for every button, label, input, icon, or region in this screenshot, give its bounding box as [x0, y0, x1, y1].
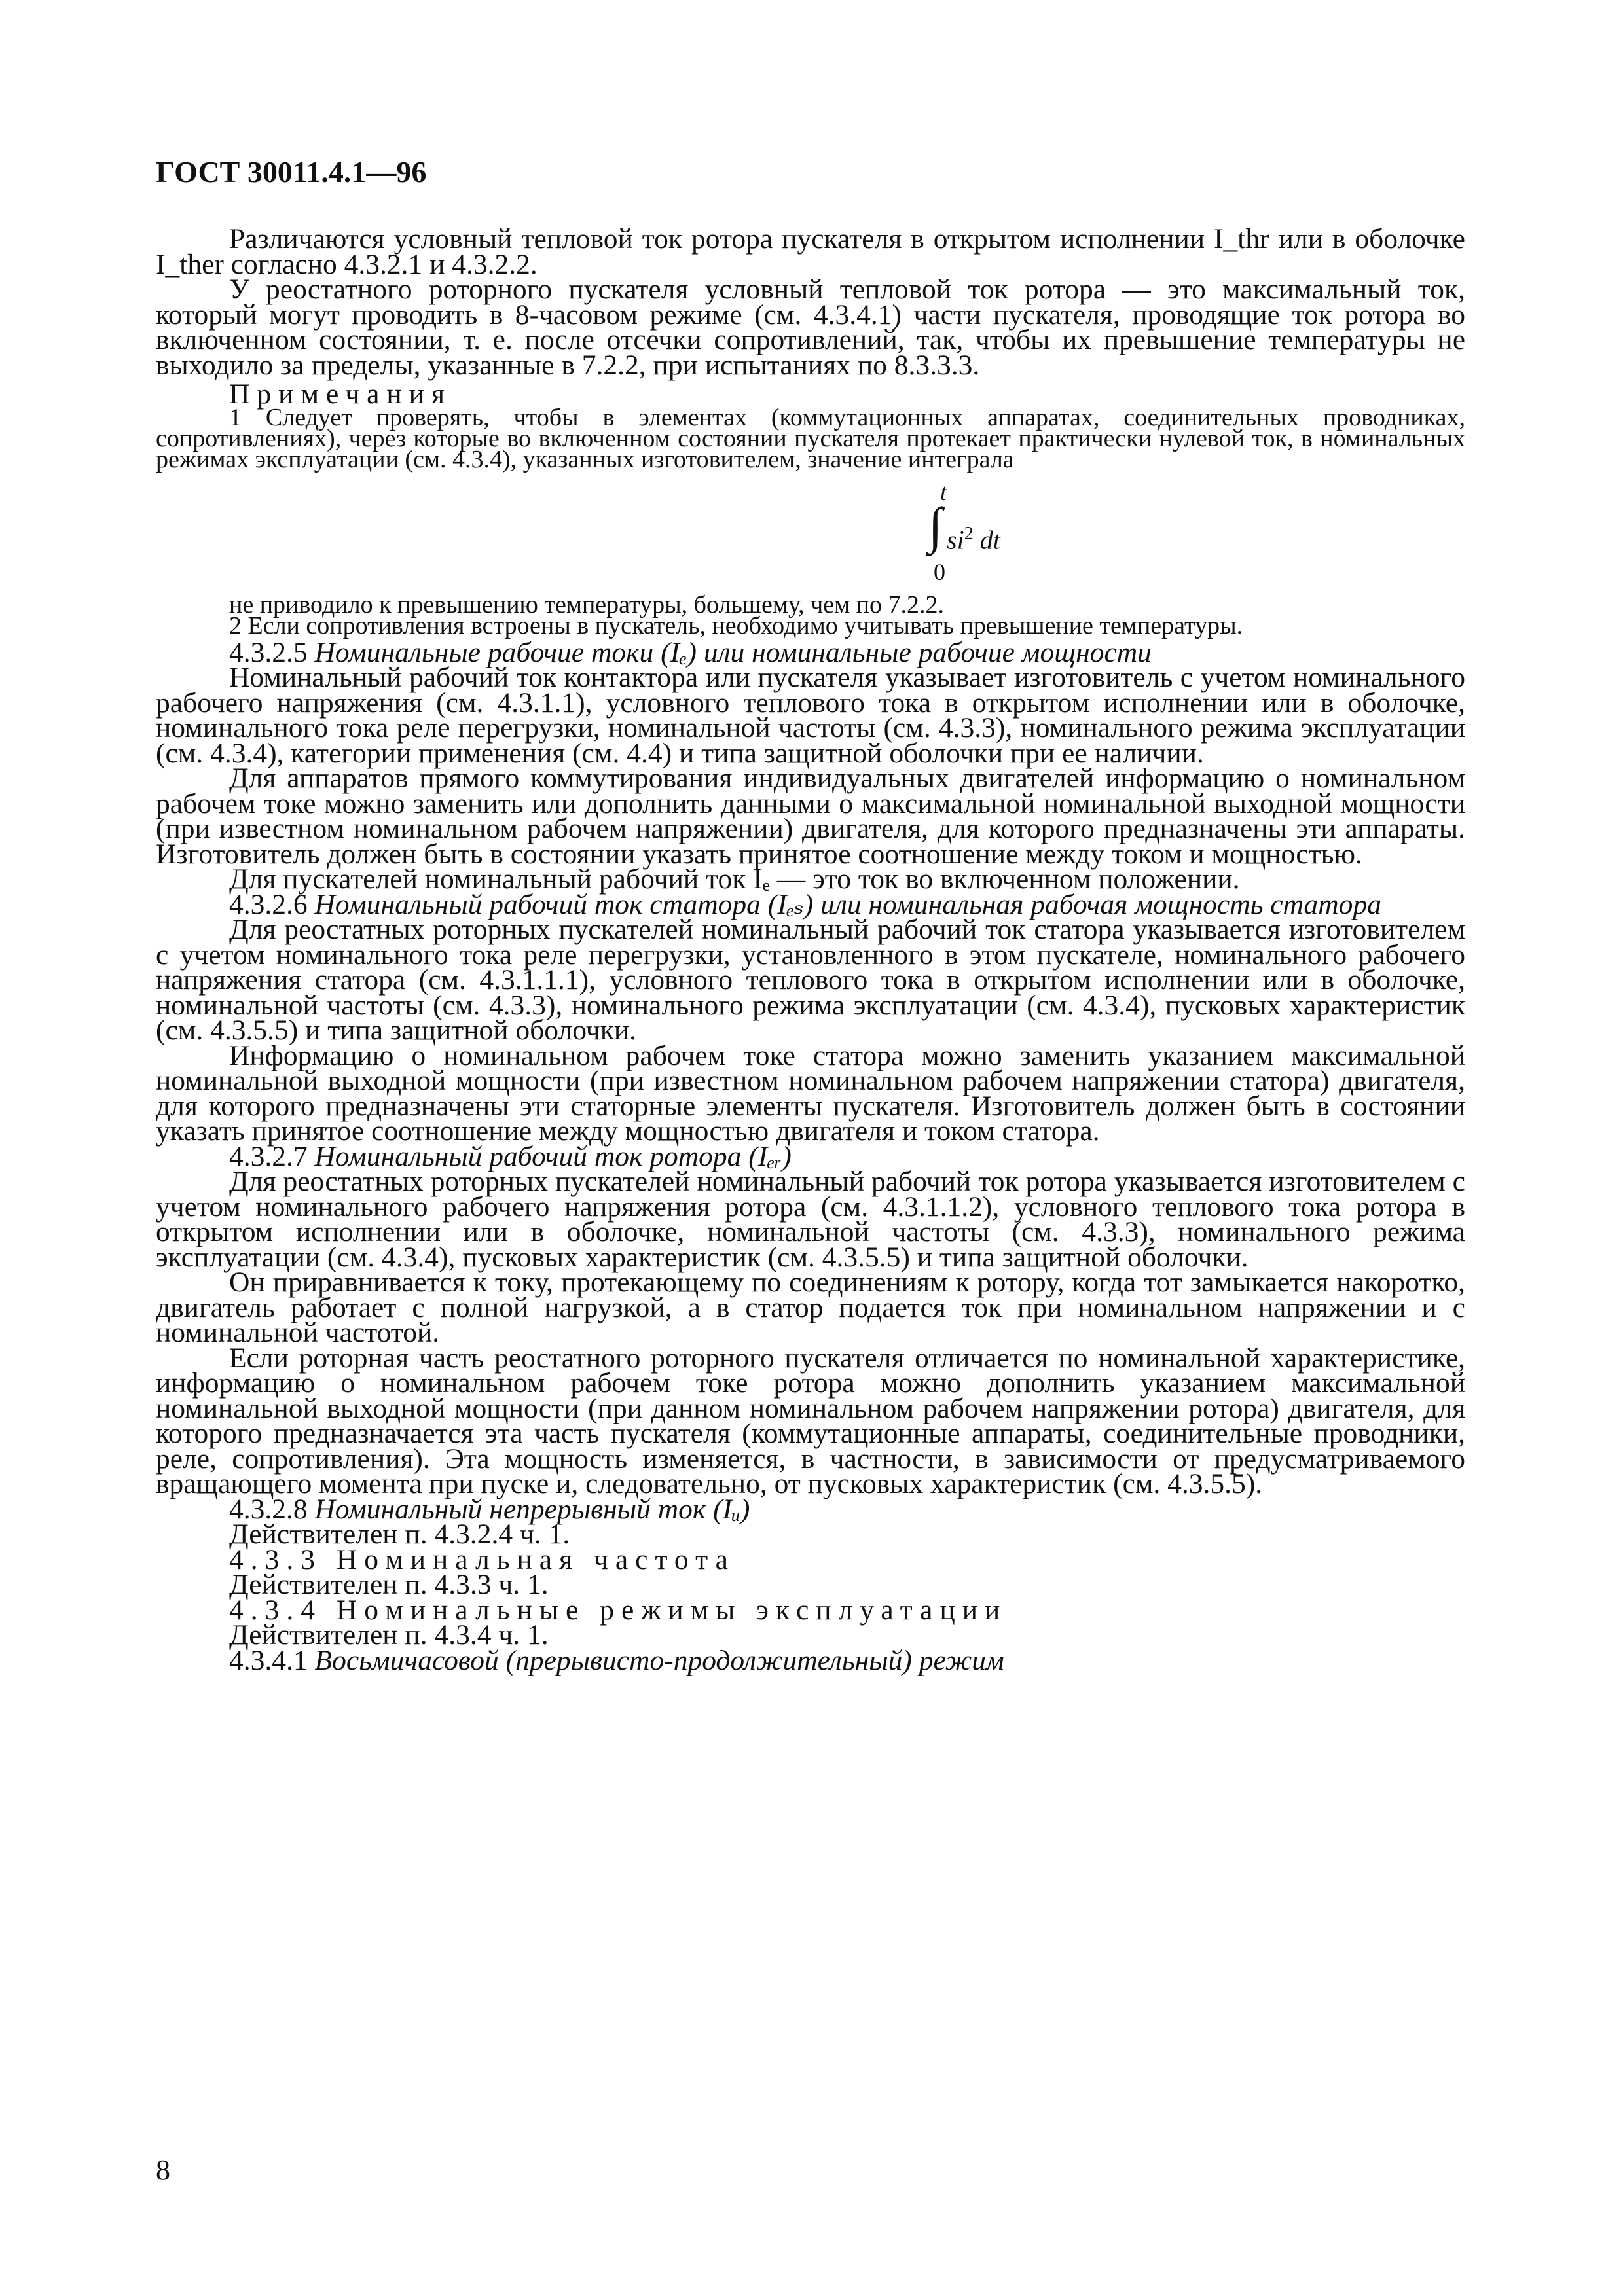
formula-expression: $si^2$ dt [947, 523, 1000, 554]
notes-block [156, 403, 1465, 639]
integral-sign: ∫ [928, 496, 943, 554]
paragraph: Действителен п. 4.3.3 ч. 1. [229, 1569, 549, 1600]
note-2: 2 Если сопротивления встроены в пускатель, необходимо учитывать превышение температуры. [229, 611, 1243, 639]
paragraph: Для пускателей номинальный рабочий ток Iₑ — это ток во включенном положении. [229, 863, 1240, 895]
section-heading: 4.3.3 Номинальная частота [229, 1543, 735, 1575]
note-1-end: не приводило к превышению температуры, большему, чем по 7.2.2. [229, 590, 945, 619]
section-heading: 4.3.4 Номинальные режимы эксплуатации [229, 1594, 1008, 1626]
paragraph: Для аппаратов прямого коммутирования индивидуальных двигателей информацию о номинальном рабочем токе можно заменить или дополнить данными о максимальной номинальной выходной мощности (при известном номинальном рабочем напряжении) двигателя, для которого предназначены эти аппараты. Изготовитель должен быть в состоянии указать принятое соотношение между током и мощностью. [156, 762, 1465, 870]
paragraph: Номинальный рабочий ток контактора или пускателя указывает изготовитель с учетом номинального рабочего напряжения (см. 4.3.1.1), условного теплового тока в открытом исполнении или в оболочке, номинального тока реле перегрузки, номинальной частоты (см. 4.3.3), номинального режима эксплуатации (см. 4.3.4), категории применения (см. 4.4) и типа защитной оболочки при ее наличии. [156, 662, 1465, 769]
paragraph: Информацию о номинальном рабочем токе статора можно заменить указанием максимальной номинальной выходной мощности (при известном номинальном рабочем напряжении статора) двигателя, для которого предназначены эти статорные элементы пускателя. Изготовитель должен быть в состоянии указать принятое соотношение между мощностью двигателя и током статора. [156, 1039, 1465, 1147]
paragraph: Действителен п. 4.3.2.4 ч. 1. [229, 1518, 570, 1550]
section-heading: 4.3.2.8 Номинальный непрерывный ток (Iᵤ) [229, 1493, 750, 1525]
paragraph: Он приравнивается к току, протекающему по соединениям к ротору, когда тот замыкается накоротко, двигатель работает с полной нагрузкой, а в статор подается ток при номинальном напряжении и с номинальной частотой. [156, 1266, 1465, 1348]
page-number: 8 [156, 2154, 170, 2186]
paragraph: У реостатного роторного пускателя условный тепловой ток ротора — это максимальный ток, который могут проводить в 8-часовом режиме (см. 4.3.4.1) части пускателя, проводящие ток ротора во включенном состоянии, т. е. после отсечки сопротивлений, так, чтобы их превышение температуры не выходило за пределы, указанные в 7.2.2, при испытаниях по 8.3.3.3. [156, 274, 1465, 381]
paragraph: Действителен п. 4.3.4 ч. 1. [229, 1619, 549, 1651]
section-heading: 4.3.2.5 Номинальные рабочие токи (Iₑ) или номинальные рабочие мощности [229, 636, 1152, 668]
integral-formula [156, 470, 1465, 594]
section-heading: 4.3.2.7 Номинальный рабочий ток ротора (Iₑᵣ) [229, 1140, 792, 1172]
document-header: ГОСТ 30011.4.1—96 [156, 155, 427, 188]
paragraph: Различаются условный тепловой ток ротора пускателя в открытом исполнении I_thr или в оболочке I_ther согласно 4.3.2.1 и 4.3.2.2. [156, 223, 1465, 280]
note-1: 1 Следует проверять, чтобы в элементах (коммутационных аппаратах, соединительных проводниках, сопротивлениях), через которые во включенном состоянии пускателя протекает практически нулевой ток, в номинальных режимах эксплуатации (см. 4.3.4), указанных изготовителем, значение интеграла [156, 403, 1465, 473]
formula-lower-limit: 0 [934, 558, 945, 585]
section-heading: 4.3.4.1 Восьмичасовой (прерывисто-продолжительный) режим [229, 1644, 1004, 1676]
paragraph: Для реостатных роторных пускателей номинальный рабочий ток статора указывается изготовителем с учетом номинального тока реле перегрузки, установленного в этом пускателе, номинального рабочего напряжения статора (см. 4.3.1.1.1), условного теплового тока в открытом исполнении или в оболочке, номинальной частоты (см. 4.3.3), номинального режима эксплуатации (см. 4.3.4), пусковых характеристик (см. 4.3.5.5) и типа защитной оболочки. [156, 914, 1465, 1046]
paragraph: Для реостатных роторных пускателей номинальный рабочий ток ротора указывается изготовителем с учетом номинального рабочего напряжения ротора (см. 4.3.1.1.2), условного теплового тока ротора в открытом исполнении или в оболочке, номинальной частоты (см. 4.3.3), номинального режима эксплуатации (см. 4.3.4), пусковых характеристик (см. 4.3.5.5) и типа защитной оболочки. [156, 1166, 1465, 1273]
document-body [156, 223, 1465, 1676]
formula-upper-limit: t [940, 478, 947, 505]
section-heading: 4.3.2.6 Номинальный рабочий ток статора (Iₑₛ) или номинальная рабочая мощность статора [229, 888, 1381, 920]
paragraph: Если роторная часть реостатного роторного пускателя отличается по номинальной характеристике, информацию о номинальном рабочем токе ротора можно дополнить указанием максимальной номинальной выходной мощности (при данном номинальном рабочем напряжении ротора) двигателя, для которого предназначается эта часть пускателя (коммутационные аппараты, соединительные проводники, реле, сопротивления). Эта мощность изменяется, в частности, в зависимости от предусматриваемого вращающего момента при пуске и, следовательно, от пусковых характеристик (см. 4.3.5.5). [156, 1342, 1465, 1499]
notes-title: Примечания [229, 378, 452, 410]
